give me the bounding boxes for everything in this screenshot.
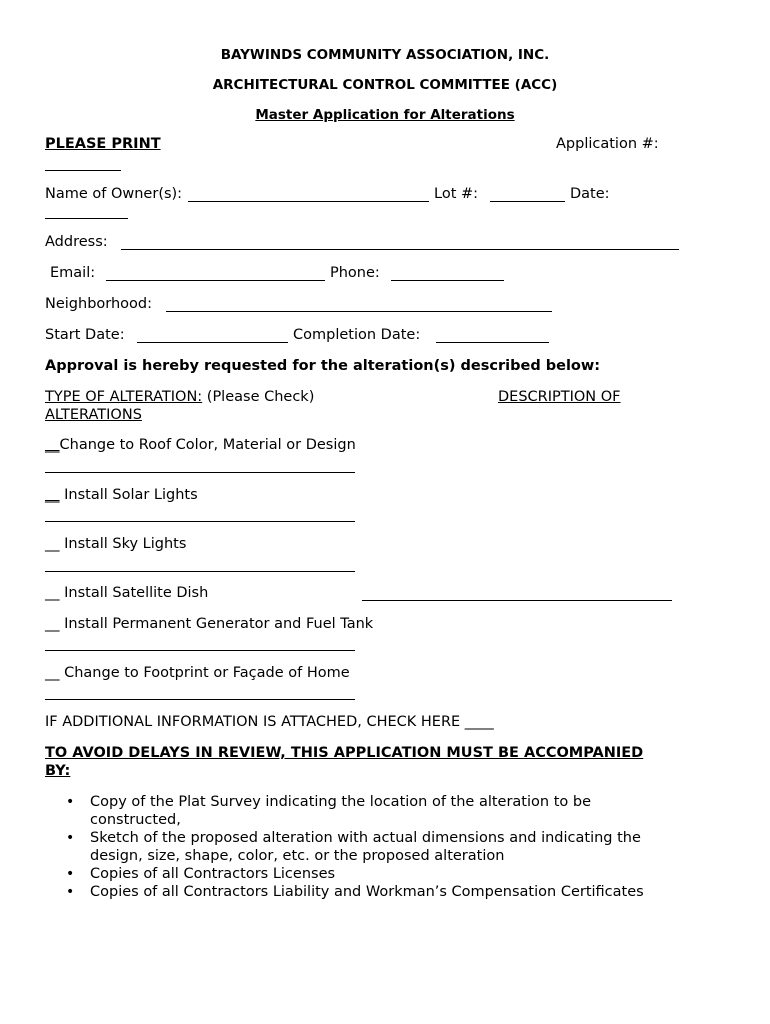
alterations-label: ALTERATIONS <box>45 407 142 423</box>
generator-checkbox[interactable]: __ <box>45 616 60 632</box>
sky-lights-label: Install Sky Lights <box>64 536 187 552</box>
generator-label: Install Permanent Generator and Fuel Tank <box>64 616 374 632</box>
please-print-label: PLEASE PRINT <box>45 136 161 152</box>
sky-lights-checkbox[interactable]: __ <box>45 536 60 552</box>
additional-info-check[interactable]: IF ADDITIONAL INFORMATION IS ATTACHED, CHECK HERE ____ <box>45 714 494 730</box>
requirement-text: Sketch of the proposed alteration with actual dimensions and indicating the design, size, shape, color, etc. or the proposed alteration <box>90 830 641 864</box>
roof-description-field[interactable] <box>45 472 355 473</box>
bullet-icon: • <box>66 794 75 810</box>
requirements-heading-line1: TO AVOID DELAYS IN REVIEW, THIS APPLICATION MUST BE ACCOMPANIED <box>45 745 644 761</box>
satellite-dish-label: Install Satellite Dish <box>64 585 209 601</box>
alteration-item-generator <box>45 615 373 633</box>
form-title: Master Application for Alterations <box>255 107 515 123</box>
bullet-icon: • <box>66 830 75 846</box>
roof-label: Change to Roof Color, Material or Design <box>59 437 356 453</box>
footprint-label: Change to Footprint or Façade of Home <box>64 665 350 681</box>
completion-date-field[interactable] <box>436 342 549 343</box>
phone-field[interactable] <box>391 280 504 281</box>
sky-lights-description-field[interactable] <box>45 571 355 572</box>
owner-label: Name of Owner(s): <box>45 186 183 202</box>
requirement-text: Copy of the Plat Survey indicating the location of the alteration to be constructed, <box>90 794 591 828</box>
please-check-hint: (Please Check) <box>206 389 315 405</box>
application-number-label: Application #: <box>556 136 659 152</box>
start-date-field[interactable] <box>137 342 288 343</box>
alteration-item-sky-lights <box>45 535 186 553</box>
phone-label: Phone: <box>330 265 380 281</box>
solar-lights-checkbox[interactable]: __ <box>45 487 60 503</box>
application-number-field[interactable] <box>45 170 121 171</box>
requirement-text: Copies of all Contractors Liability and Workman’s Compensation Certificates <box>90 884 644 900</box>
list-item <box>45 865 705 883</box>
satellite-dish-checkbox[interactable]: __ <box>45 585 60 601</box>
lot-label: Lot #: <box>434 186 479 202</box>
neighborhood-label: Neighborhood: <box>45 296 152 312</box>
bullet-icon: • <box>66 884 75 900</box>
start-date-label: Start Date: <box>45 327 125 343</box>
alteration-item-satellite-dish <box>45 584 208 602</box>
solar-lights-label: Install Solar Lights <box>64 487 198 503</box>
completion-date-label: Completion Date: <box>293 327 421 343</box>
neighborhood-field[interactable] <box>166 311 552 312</box>
address-field[interactable] <box>121 249 679 250</box>
committee-name: ARCHITECTURAL CONTROL COMMITTEE (ACC) <box>212 77 558 93</box>
date-field[interactable] <box>45 218 128 219</box>
list-item <box>45 793 705 829</box>
requirements-list <box>45 793 705 901</box>
type-of-alteration-header <box>45 388 314 406</box>
satellite-dish-description-field[interactable] <box>362 600 672 601</box>
list-item <box>45 829 705 865</box>
list-item <box>45 883 705 901</box>
solar-lights-description-field[interactable] <box>45 521 355 522</box>
generator-description-field[interactable] <box>45 650 355 651</box>
requirement-text: Copies of all Contractors Licenses <box>90 866 336 882</box>
alteration-item-solar-lights <box>45 486 198 504</box>
footprint-description-field[interactable] <box>45 699 355 700</box>
date-label: Date: <box>570 186 610 202</box>
email-label: Email: <box>50 265 96 281</box>
alteration-item-roof <box>45 436 356 454</box>
description-of-label: DESCRIPTION OF <box>498 389 621 405</box>
requirements-heading-line2: BY: <box>45 763 71 779</box>
roof-checkbox[interactable]: __ <box>45 437 60 453</box>
org-name: BAYWINDS COMMUNITY ASSOCIATION, INC. <box>220 47 550 63</box>
lot-field[interactable] <box>490 201 565 202</box>
alteration-item-footprint <box>45 664 350 682</box>
approval-statement: Approval is hereby requested for the alteration(s) described below: <box>45 358 601 374</box>
address-label: Address: <box>45 234 108 250</box>
footprint-checkbox[interactable]: __ <box>45 665 60 681</box>
owner-field[interactable] <box>188 201 429 202</box>
type-of-alteration-label: TYPE OF ALTERATION: <box>45 389 203 405</box>
email-field[interactable] <box>106 280 325 281</box>
bullet-icon: • <box>66 866 75 882</box>
